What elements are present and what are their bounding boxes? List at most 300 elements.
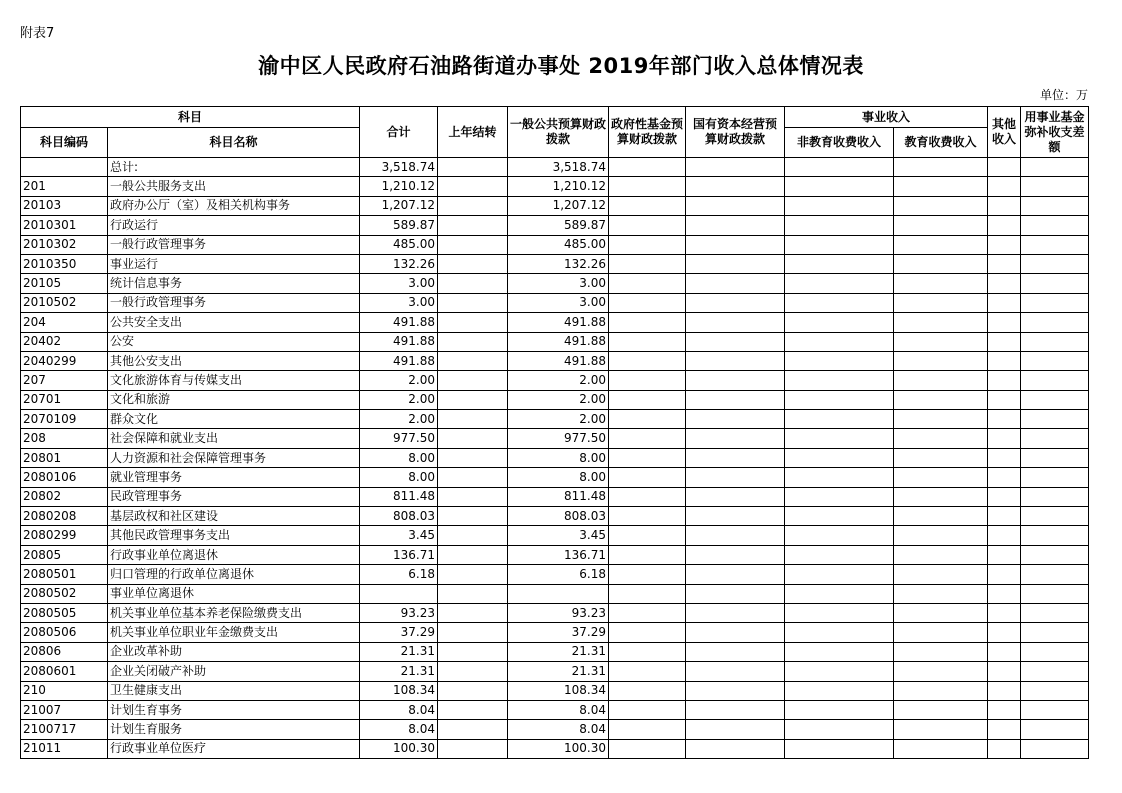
cell-edu-fee <box>894 545 988 564</box>
cell-non-edu-fee <box>785 177 894 196</box>
table-row <box>21 216 1089 235</box>
cell-total: 3,518.74 <box>360 158 438 177</box>
cell-total: 811.48 <box>360 487 438 506</box>
cell-other-income <box>988 739 1021 758</box>
cell-edu-fee <box>894 642 988 661</box>
table-row <box>21 332 1089 351</box>
cell-other-income <box>988 700 1021 719</box>
cell-general-budget: 491.88 <box>508 351 609 370</box>
cell-fund-supplement <box>1021 351 1089 370</box>
cell-edu-fee <box>894 681 988 700</box>
cell-total: 3.45 <box>360 526 438 545</box>
cell-state-capital <box>686 158 785 177</box>
cell-state-capital <box>686 351 785 370</box>
cell-fund-supplement <box>1021 603 1089 622</box>
cell-name: 一般行政管理事务 <box>108 293 360 312</box>
cell-fund-supplement <box>1021 332 1089 351</box>
cell-other-income <box>988 410 1021 429</box>
cell-gov-fund <box>609 216 686 235</box>
cell-other-income <box>988 351 1021 370</box>
cell-edu-fee <box>894 254 988 273</box>
cell-edu-fee <box>894 216 988 235</box>
cell-gov-fund <box>609 274 686 293</box>
cell-edu-fee <box>894 371 988 390</box>
cell-carryover <box>438 196 508 215</box>
cell-non-edu-fee <box>785 565 894 584</box>
cell-code: 204 <box>21 313 108 332</box>
cell-state-capital <box>686 584 785 603</box>
table-row <box>21 565 1089 584</box>
cell-general-budget: 100.30 <box>508 739 609 758</box>
cell-other-income <box>988 332 1021 351</box>
cell-gov-fund <box>609 429 686 448</box>
cell-general-budget: 132.26 <box>508 254 609 273</box>
cell-non-edu-fee <box>785 700 894 719</box>
cell-general-budget: 977.50 <box>508 429 609 448</box>
cell-carryover <box>438 623 508 642</box>
cell-general-budget: 491.88 <box>508 313 609 332</box>
cell-other-income <box>988 293 1021 312</box>
cell-other-income <box>988 681 1021 700</box>
cell-total: 2.00 <box>360 390 438 409</box>
cell-total: 100.30 <box>360 739 438 758</box>
cell-total: 491.88 <box>360 313 438 332</box>
cell-carryover <box>438 429 508 448</box>
cell-carryover <box>438 274 508 293</box>
cell-code: 21011 <box>21 739 108 758</box>
cell-name: 行政事业单位离退休 <box>108 545 360 564</box>
cell-carryover <box>438 565 508 584</box>
cell-name: 卫生健康支出 <box>108 681 360 700</box>
cell-code: 2080501 <box>21 565 108 584</box>
cell-carryover <box>438 487 508 506</box>
cell-carryover <box>438 390 508 409</box>
cell-other-income <box>988 584 1021 603</box>
table-row <box>21 177 1089 196</box>
cell-name: 事业运行 <box>108 254 360 273</box>
cell-name: 企业关闭破产补助 <box>108 662 360 681</box>
cell-fund-supplement <box>1021 468 1089 487</box>
header-edu-fee: 教育收费收入 <box>894 128 988 158</box>
cell-general-budget: 485.00 <box>508 235 609 254</box>
cell-general-budget: 3.45 <box>508 526 609 545</box>
cell-carryover <box>438 216 508 235</box>
cell-fund-supplement <box>1021 700 1089 719</box>
table-row <box>21 584 1089 603</box>
cell-state-capital <box>686 739 785 758</box>
table-row <box>21 623 1089 642</box>
cell-non-edu-fee <box>785 410 894 429</box>
cell-name: 其他民政管理事务支出 <box>108 526 360 545</box>
cell-edu-fee <box>894 584 988 603</box>
table-row <box>21 158 1089 177</box>
cell-other-income <box>988 662 1021 681</box>
cell-edu-fee <box>894 196 988 215</box>
cell-edu-fee <box>894 739 988 758</box>
cell-gov-fund <box>609 235 686 254</box>
cell-non-edu-fee <box>785 545 894 564</box>
cell-fund-supplement <box>1021 196 1089 215</box>
cell-non-edu-fee <box>785 584 894 603</box>
cell-carryover <box>438 584 508 603</box>
cell-carryover <box>438 235 508 254</box>
table-row <box>21 700 1089 719</box>
cell-carryover <box>438 507 508 526</box>
cell-non-edu-fee <box>785 235 894 254</box>
cell-gov-fund <box>609 410 686 429</box>
cell-total: 8.04 <box>360 720 438 739</box>
cell-code: 2040299 <box>21 351 108 370</box>
cell-fund-supplement <box>1021 720 1089 739</box>
header-fund-supplement: 用事业基金弥补收支差额 <box>1021 107 1089 158</box>
cell-name: 事业单位离退休 <box>108 584 360 603</box>
table-row <box>21 351 1089 370</box>
cell-state-capital <box>686 274 785 293</box>
cell-other-income <box>988 216 1021 235</box>
cell-state-capital <box>686 216 785 235</box>
cell-general-budget: 8.00 <box>508 468 609 487</box>
cell-code: 2080601 <box>21 662 108 681</box>
cell-name: 行政事业单位医疗 <box>108 739 360 758</box>
cell-name: 归口管理的行政单位离退休 <box>108 565 360 584</box>
cell-total: 136.71 <box>360 545 438 564</box>
cell-state-capital <box>686 254 785 273</box>
cell-code: 20805 <box>21 545 108 564</box>
cell-state-capital <box>686 526 785 545</box>
cell-other-income <box>988 177 1021 196</box>
cell-carryover <box>438 351 508 370</box>
cell-other-income <box>988 623 1021 642</box>
cell-non-edu-fee <box>785 274 894 293</box>
cell-non-edu-fee <box>785 603 894 622</box>
table-row <box>21 293 1089 312</box>
cell-other-income <box>988 254 1021 273</box>
cell-carryover <box>438 662 508 681</box>
cell-total: 21.31 <box>360 662 438 681</box>
cell-state-capital <box>686 507 785 526</box>
cell-state-capital <box>686 235 785 254</box>
cell-general-budget: 589.87 <box>508 216 609 235</box>
cell-fund-supplement <box>1021 507 1089 526</box>
cell-gov-fund <box>609 196 686 215</box>
cell-fund-supplement <box>1021 642 1089 661</box>
cell-carryover <box>438 468 508 487</box>
cell-general-budget: 2.00 <box>508 371 609 390</box>
cell-non-edu-fee <box>785 351 894 370</box>
cell-gov-fund <box>609 642 686 661</box>
cell-state-capital <box>686 448 785 467</box>
cell-carryover <box>438 177 508 196</box>
cell-state-capital <box>686 623 785 642</box>
cell-gov-fund <box>609 293 686 312</box>
cell-gov-fund <box>609 739 686 758</box>
cell-state-capital <box>686 603 785 622</box>
cell-total: 3.00 <box>360 293 438 312</box>
cell-carryover <box>438 681 508 700</box>
cell-carryover <box>438 410 508 429</box>
cell-edu-fee <box>894 410 988 429</box>
cell-fund-supplement <box>1021 158 1089 177</box>
cell-other-income <box>988 158 1021 177</box>
annex-label: 附表7 <box>20 26 55 41</box>
cell-fund-supplement <box>1021 313 1089 332</box>
cell-total: 93.23 <box>360 603 438 622</box>
cell-code: 2010350 <box>21 254 108 273</box>
cell-name: 民政管理事务 <box>108 487 360 506</box>
cell-general-budget <box>508 584 609 603</box>
cell-code: 2080505 <box>21 603 108 622</box>
cell-carryover <box>438 293 508 312</box>
cell-non-edu-fee <box>785 196 894 215</box>
cell-fund-supplement <box>1021 390 1089 409</box>
cell-state-capital <box>686 642 785 661</box>
cell-general-budget: 1,207.12 <box>508 196 609 215</box>
cell-non-edu-fee <box>785 158 894 177</box>
cell-edu-fee <box>894 158 988 177</box>
cell-carryover <box>438 642 508 661</box>
cell-non-edu-fee <box>785 642 894 661</box>
cell-general-budget: 3.00 <box>508 293 609 312</box>
cell-edu-fee <box>894 313 988 332</box>
table-row <box>21 603 1089 622</box>
cell-general-budget: 3.00 <box>508 274 609 293</box>
cell-state-capital <box>686 700 785 719</box>
header-non-edu-fee: 非教育收费收入 <box>785 128 894 158</box>
table-body <box>21 158 1089 759</box>
cell-name: 机关事业单位基本养老保险缴费支出 <box>108 603 360 622</box>
cell-carryover <box>438 545 508 564</box>
cell-state-capital <box>686 720 785 739</box>
cell-gov-fund <box>609 254 686 273</box>
cell-fund-supplement <box>1021 545 1089 564</box>
page-title: 渝中区人民政府石油路街道办事处 2019年部门收入总体情况表 <box>258 54 864 78</box>
cell-total: 132.26 <box>360 254 438 273</box>
table-row <box>21 371 1089 390</box>
cell-edu-fee <box>894 623 988 642</box>
cell-code: 201 <box>21 177 108 196</box>
cell-non-edu-fee <box>785 468 894 487</box>
cell-gov-fund <box>609 158 686 177</box>
cell-gov-fund <box>609 603 686 622</box>
cell-fund-supplement <box>1021 410 1089 429</box>
cell-carryover <box>438 371 508 390</box>
cell-total: 1,210.12 <box>360 177 438 196</box>
header-carryover: 上年结转 <box>438 107 508 158</box>
cell-other-income <box>988 429 1021 448</box>
cell-name: 社会保障和就业支出 <box>108 429 360 448</box>
cell-total: 8.00 <box>360 468 438 487</box>
cell-name: 公共安全支出 <box>108 313 360 332</box>
cell-edu-fee <box>894 507 988 526</box>
cell-edu-fee <box>894 390 988 409</box>
cell-total: 977.50 <box>360 429 438 448</box>
cell-edu-fee <box>894 274 988 293</box>
table-row <box>21 274 1089 293</box>
cell-non-edu-fee <box>785 254 894 273</box>
cell-fund-supplement <box>1021 662 1089 681</box>
cell-edu-fee <box>894 700 988 719</box>
cell-edu-fee <box>894 526 988 545</box>
cell-other-income <box>988 313 1021 332</box>
cell-other-income <box>988 507 1021 526</box>
cell-total <box>360 584 438 603</box>
cell-code: 2080106 <box>21 468 108 487</box>
cell-state-capital <box>686 681 785 700</box>
cell-carryover <box>438 720 508 739</box>
cell-total: 8.00 <box>360 448 438 467</box>
table-row <box>21 739 1089 758</box>
cell-general-budget: 1,210.12 <box>508 177 609 196</box>
cell-general-budget: 491.88 <box>508 332 609 351</box>
cell-total: 589.87 <box>360 216 438 235</box>
cell-other-income <box>988 545 1021 564</box>
cell-gov-fund <box>609 700 686 719</box>
header-gov-fund: 政府性基金预算财政拨款 <box>609 107 686 158</box>
cell-gov-fund <box>609 448 686 467</box>
cell-carryover <box>438 158 508 177</box>
cell-fund-supplement <box>1021 448 1089 467</box>
cell-code: 20103 <box>21 196 108 215</box>
cell-fund-supplement <box>1021 584 1089 603</box>
cell-other-income <box>988 565 1021 584</box>
cell-carryover <box>438 603 508 622</box>
cell-gov-fund <box>609 526 686 545</box>
cell-name: 机关事业单位职业年金缴费支出 <box>108 623 360 642</box>
cell-total: 108.34 <box>360 681 438 700</box>
cell-name: 文化和旅游 <box>108 390 360 409</box>
table-row <box>21 662 1089 681</box>
cell-non-edu-fee <box>785 526 894 545</box>
cell-general-budget: 2.00 <box>508 390 609 409</box>
cell-other-income <box>988 448 1021 467</box>
cell-fund-supplement <box>1021 371 1089 390</box>
cell-edu-fee <box>894 235 988 254</box>
cell-code: 2080506 <box>21 623 108 642</box>
table-row <box>21 681 1089 700</box>
cell-general-budget: 21.31 <box>508 642 609 661</box>
cell-name: 总计: <box>108 158 360 177</box>
cell-general-budget: 3,518.74 <box>508 158 609 177</box>
table-row <box>21 254 1089 273</box>
cell-total: 3.00 <box>360 274 438 293</box>
cell-fund-supplement <box>1021 526 1089 545</box>
cell-name: 一般公共服务支出 <box>108 177 360 196</box>
cell-edu-fee <box>894 468 988 487</box>
cell-edu-fee <box>894 177 988 196</box>
cell-non-edu-fee <box>785 507 894 526</box>
cell-code: 20701 <box>21 390 108 409</box>
cell-non-edu-fee <box>785 429 894 448</box>
cell-code: 20105 <box>21 274 108 293</box>
cell-other-income <box>988 603 1021 622</box>
cell-edu-fee <box>894 351 988 370</box>
cell-other-income <box>988 390 1021 409</box>
cell-code: 208 <box>21 429 108 448</box>
cell-general-budget: 808.03 <box>508 507 609 526</box>
cell-fund-supplement <box>1021 487 1089 506</box>
cell-code: 21007 <box>21 700 108 719</box>
cell-name: 计划生育服务 <box>108 720 360 739</box>
cell-code: 2080299 <box>21 526 108 545</box>
cell-fund-supplement <box>1021 177 1089 196</box>
table-row <box>21 410 1089 429</box>
table-row <box>21 448 1089 467</box>
cell-name: 行政运行 <box>108 216 360 235</box>
cell-other-income <box>988 371 1021 390</box>
cell-fund-supplement <box>1021 254 1089 273</box>
cell-state-capital <box>686 196 785 215</box>
cell-state-capital <box>686 468 785 487</box>
cell-total: 491.88 <box>360 351 438 370</box>
cell-general-budget: 8.00 <box>508 448 609 467</box>
table-row <box>21 526 1089 545</box>
cell-gov-fund <box>609 468 686 487</box>
cell-gov-fund <box>609 332 686 351</box>
cell-other-income <box>988 526 1021 545</box>
cell-state-capital <box>686 332 785 351</box>
cell-gov-fund <box>609 662 686 681</box>
cell-name: 统计信息事务 <box>108 274 360 293</box>
cell-gov-fund <box>609 177 686 196</box>
cell-non-edu-fee <box>785 623 894 642</box>
cell-total: 2.00 <box>360 371 438 390</box>
cell-carryover <box>438 448 508 467</box>
cell-code: 2010302 <box>21 235 108 254</box>
cell-general-budget: 811.48 <box>508 487 609 506</box>
cell-gov-fund <box>609 487 686 506</box>
cell-name: 就业管理事务 <box>108 468 360 487</box>
cell-name: 政府办公厅（室）及相关机构事务 <box>108 196 360 215</box>
table-row <box>21 487 1089 506</box>
table-row <box>21 429 1089 448</box>
cell-name: 企业改革补助 <box>108 642 360 661</box>
cell-gov-fund <box>609 371 686 390</box>
cell-edu-fee <box>894 448 988 467</box>
cell-total: 37.29 <box>360 623 438 642</box>
cell-total: 8.04 <box>360 700 438 719</box>
unit-label: 单位：万 <box>1039 88 1088 102</box>
cell-other-income <box>988 274 1021 293</box>
cell-name: 人力资源和社会保障管理事务 <box>108 448 360 467</box>
cell-name: 其他公安支出 <box>108 351 360 370</box>
table-row <box>21 235 1089 254</box>
cell-general-budget: 8.04 <box>508 720 609 739</box>
cell-total: 491.88 <box>360 332 438 351</box>
cell-non-edu-fee <box>785 390 894 409</box>
cell-fund-supplement <box>1021 235 1089 254</box>
cell-other-income <box>988 196 1021 215</box>
header-code: 科目编码 <box>21 128 108 158</box>
cell-other-income <box>988 468 1021 487</box>
cell-fund-supplement <box>1021 216 1089 235</box>
cell-gov-fund <box>609 623 686 642</box>
income-table <box>20 106 1089 759</box>
table-row <box>21 720 1089 739</box>
cell-gov-fund <box>609 681 686 700</box>
cell-non-edu-fee <box>785 371 894 390</box>
cell-non-edu-fee <box>785 332 894 351</box>
cell-general-budget: 93.23 <box>508 603 609 622</box>
cell-name: 计划生育事务 <box>108 700 360 719</box>
cell-fund-supplement <box>1021 623 1089 642</box>
table-row <box>21 313 1089 332</box>
cell-edu-fee <box>894 293 988 312</box>
cell-gov-fund <box>609 351 686 370</box>
cell-code: 2010301 <box>21 216 108 235</box>
cell-non-edu-fee <box>785 448 894 467</box>
cell-code: 2010502 <box>21 293 108 312</box>
cell-general-budget: 8.04 <box>508 700 609 719</box>
